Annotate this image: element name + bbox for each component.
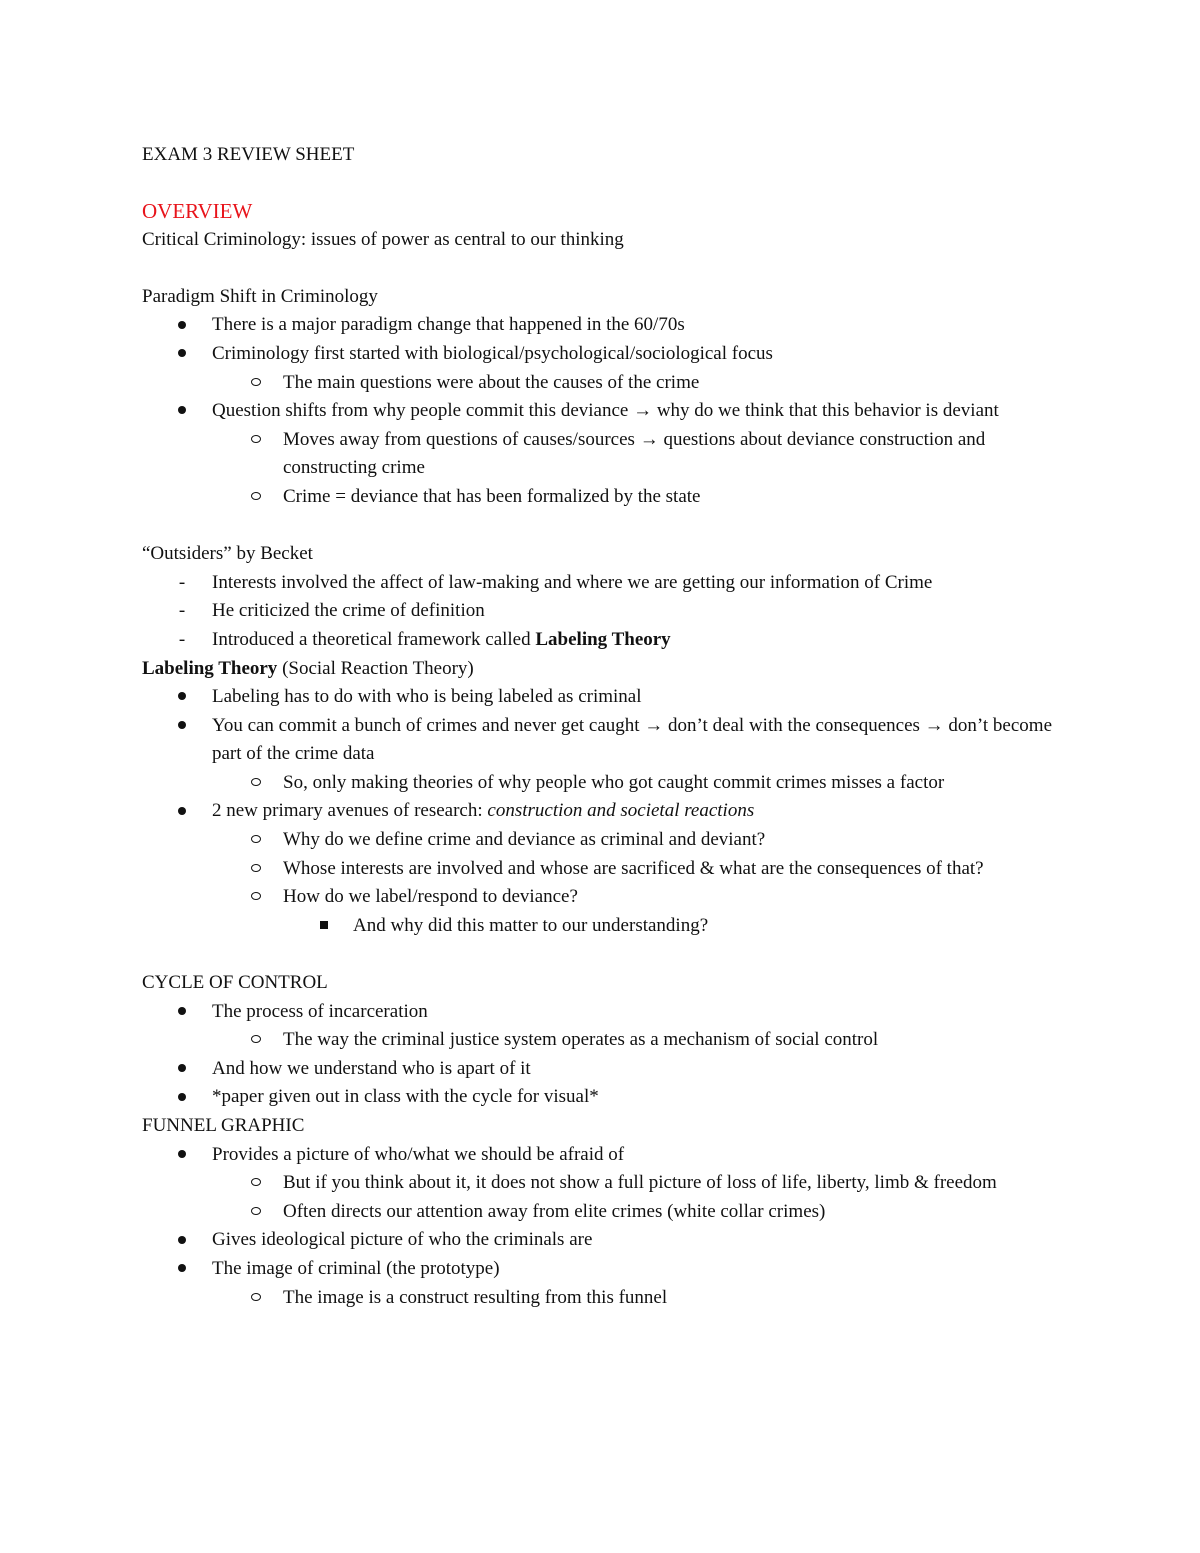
list-item: Crime = deviance that has been formalized by the state [142, 483, 1062, 512]
list-item: The process of incarceration [142, 998, 1062, 1027]
list-item: There is a major paradigm change that happened in the 60/70s [142, 311, 1062, 340]
funnel-list [142, 1141, 1062, 1313]
bullet-icon [178, 1064, 186, 1072]
list-item: - Interests involved the affect of law-making and where we are getting our information of Crime [142, 569, 1062, 598]
circle-bullet-icon [251, 378, 261, 386]
list-item: Moves away from questions of causes/sources → questions about deviance construction and constructing crime [142, 426, 1062, 483]
list-item: Why do we define crime and deviance as criminal and deviant? [142, 826, 1062, 855]
circle-bullet-icon [251, 1035, 261, 1043]
cycle-heading: CYCLE OF CONTROL [142, 972, 328, 994]
bullet-icon [178, 692, 186, 700]
list-item: Provides a picture of who/what we should be afraid of [142, 1141, 1062, 1170]
list-item: You can commit a bunch of crimes and never get caught → don’t deal with the consequences → don’t become part of the crime data [142, 712, 1062, 769]
bullet-icon [178, 1093, 186, 1101]
list-item: So, only making theories of why people who got caught commit crimes misses a factor [142, 769, 1062, 798]
list-item: The image of criminal (the prototype) [142, 1255, 1062, 1284]
list-item: *paper given out in class with the cycle for visual* [142, 1083, 1062, 1112]
list-item: The image is a construct resulting from this funnel [142, 1284, 1062, 1313]
list-item: The way the criminal justice system operates as a mechanism of social control [142, 1026, 1062, 1055]
list-item: But if you think about it, it does not show a full picture of loss of life, liberty, limb & freedom [142, 1169, 1062, 1198]
dash-bullet-icon: - [178, 571, 186, 593]
paradigm-list [142, 311, 1062, 511]
bullet-icon [178, 406, 186, 414]
circle-bullet-icon [251, 1293, 261, 1301]
list-item: Criminology first started with biological/psychological/sociological focus [142, 340, 1062, 369]
circle-bullet-icon [251, 435, 261, 443]
list-item: - He criticized the crime of definition [142, 597, 1062, 626]
circle-bullet-icon [251, 864, 261, 872]
list-item: And how we understand who is apart of it [142, 1055, 1062, 1084]
list-item: - Introduced a theoretical framework called Labeling Theory [142, 626, 1062, 655]
dash-bullet-icon: - [178, 600, 186, 622]
circle-bullet-icon [251, 778, 261, 786]
bullet-icon [178, 721, 186, 729]
labeling-list [142, 683, 1062, 940]
outsiders-list [142, 569, 1062, 655]
bullet-icon [178, 1007, 186, 1015]
cycle-list [142, 998, 1062, 1112]
square-bullet-icon [320, 921, 328, 929]
circle-bullet-icon [251, 892, 261, 900]
circle-bullet-icon [251, 835, 261, 843]
circle-bullet-icon [251, 1178, 261, 1186]
research-avenues-term: construction and societal reactions [487, 800, 755, 822]
list-item: 2 new primary avenues of research: construction and societal reactions [142, 797, 1062, 826]
bullet-icon [178, 1236, 186, 1244]
outsiders-heading: “Outsiders” by Becket [142, 543, 313, 565]
overview-heading: OVERVIEW [142, 198, 253, 223]
list-item: And why did this matter to our understanding? [142, 912, 1062, 941]
bullet-icon [178, 807, 186, 815]
bullet-icon [178, 1264, 186, 1272]
circle-bullet-icon [251, 1207, 261, 1215]
document-body [142, 141, 1062, 1312]
labeling-theory-term: Labeling Theory [535, 628, 671, 650]
list-item: Question shifts from why people commit this deviance → why do we think that this behavior is deviant [142, 397, 1062, 426]
list-item: How do we label/respond to deviance? [142, 883, 1062, 912]
bullet-icon [178, 349, 186, 357]
list-item: Labeling has to do with who is being labeled as criminal [142, 683, 1062, 712]
list-item: The main questions were about the causes of the crime [142, 369, 1062, 398]
list-item: Often directs our attention away from elite crimes (white collar crimes) [142, 1198, 1062, 1227]
funnel-heading: FUNNEL GRAPHIC [142, 1115, 305, 1136]
page-title: EXAM 3 REVIEW SHEET [142, 144, 355, 165]
circle-bullet-icon [251, 492, 261, 500]
list-item: Whose interests are involved and whose are sacrificed & what are the consequences of that? [142, 855, 1062, 884]
bullet-icon [178, 321, 186, 329]
overview-intro: Critical Criminology: issues of power as central to our thinking [142, 228, 624, 250]
dash-bullet-icon: - [178, 628, 186, 650]
labeling-heading: Labeling Theory (Social Reaction Theory) [142, 657, 474, 679]
paradigm-heading: Paradigm Shift in Criminology [142, 285, 378, 307]
bullet-icon [178, 1150, 186, 1158]
list-item: Gives ideological picture of who the criminals are [142, 1226, 1062, 1255]
